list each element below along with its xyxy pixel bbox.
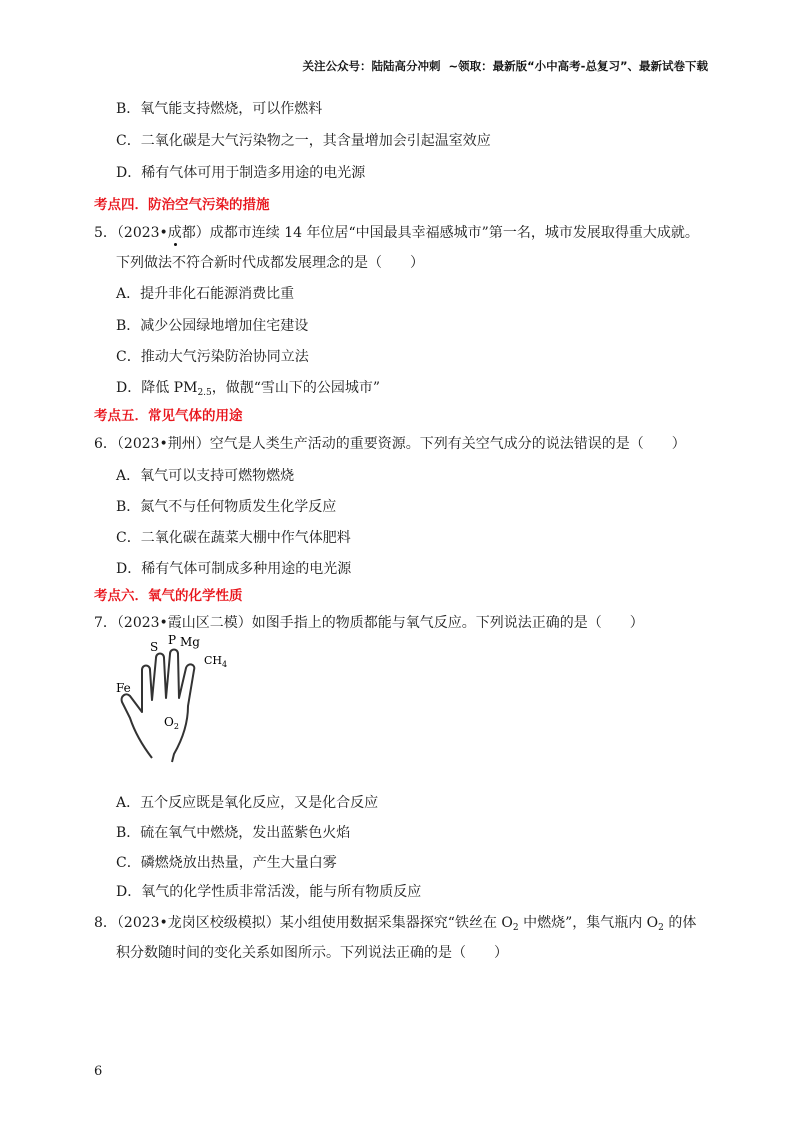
q8-stem-p1: 8．（2023•龙岗区校级模拟）某小组使用数据采集器探究“铁丝在 O [94,915,513,931]
q7-stem: 7．（2023•霞山区二模）如图手指上的物质都能与氧气反应。下列说法正确的是（ ） [94,615,644,631]
q6-option-c: C．二氧化碳在蔬菜大棚中作气体肥料 [116,530,351,546]
q8-stem-p2: 中燃烧”，集气瓶内 O [518,915,659,931]
q6-stem: 6．（2023•荆州）空气是人类生产活动的重要资源。下列有关空气成分的说法错误的是（ ） [94,436,686,452]
page-header: 关注公众号：陆陆高分冲刺 ~领取：最新版“小中高考-总复习”、最新试卷下载 [302,59,708,73]
q5-option-d-sub: 2.5 [197,388,212,398]
label-mg: Mg [180,635,200,649]
q4-option-d: D．稀有气体可用于制造多用途的电光源 [116,165,366,181]
q5-option-b: B．减少公园绿地增加住宅建设 [116,318,309,334]
label-s: S [150,640,159,654]
q6-option-b: B．氮气不与任何物质发生化学反应 [116,499,337,515]
label-o2: $O_2$ [164,715,179,731]
q7-option-c: C．磷燃烧放出热量，产生大量白雾 [116,855,337,871]
label-fe: Fe [116,681,131,695]
q5-option-c: C．推动大气污染防治协同立法 [116,349,309,365]
q8-sub2: 2 [658,923,664,933]
q5-option-a: A．提升非化石能源消费比重 [116,286,295,302]
q5-stem-line2: 下列做法不符合新时代成都发展理念的是（ ） [116,255,424,271]
q7-option-d: D．氧气的化学性质非常活泼，能与所有物质反应 [116,884,422,900]
hand-figure [112,630,242,770]
section-heading-5: 考点五．常见气体的用途 [94,408,243,424]
page-number: 6 [94,1064,103,1079]
q5-option-d-post: ，做靓“雪山下的公园城市” [211,380,381,396]
q5-option-d [116,377,380,398]
q5-stem: 5．（2023•成都）成都市连续 14 年位居“中国最具幸福感城市”第一名，城市发展取得重大成就。 [94,225,699,241]
q7-option-b: B．硫在氧气中燃烧，发出蓝紫色火焰 [116,825,351,841]
label-ch4: $CH_4$ [204,654,228,669]
hand-outline [122,650,195,763]
q8-stem-p3: 的体 [663,915,697,931]
q6-option-d: D．稀有气体可制成多种用途的电光源 [116,561,352,577]
q4-option-b: B．氧气能支持燃烧，可以作燃料 [116,101,323,117]
label-p: P [168,633,177,647]
q8-stem [94,912,696,933]
section-heading-4: 考点四．防治空气污染的措施 [94,197,270,213]
q5-option-d-pre: D．降低 PM [116,380,198,396]
q8-stem-line2: 积分数随时间的变化关系如图所示。下列说法正确的是（ ） [116,945,508,961]
section-heading-6: 考点六．氧气的化学性质 [94,588,243,604]
q6-option-a: A．氧气可以支持可燃物燃烧 [116,468,295,484]
emphasis-dot [174,243,177,246]
q4-option-c: C．二氧化碳是大气污染物之一，其含量增加会引起温室效应 [116,133,491,149]
q7-option-a: A．五个反应既是氧化反应，又是化合反应 [116,795,379,811]
q8-sub1: 2 [512,923,519,933]
